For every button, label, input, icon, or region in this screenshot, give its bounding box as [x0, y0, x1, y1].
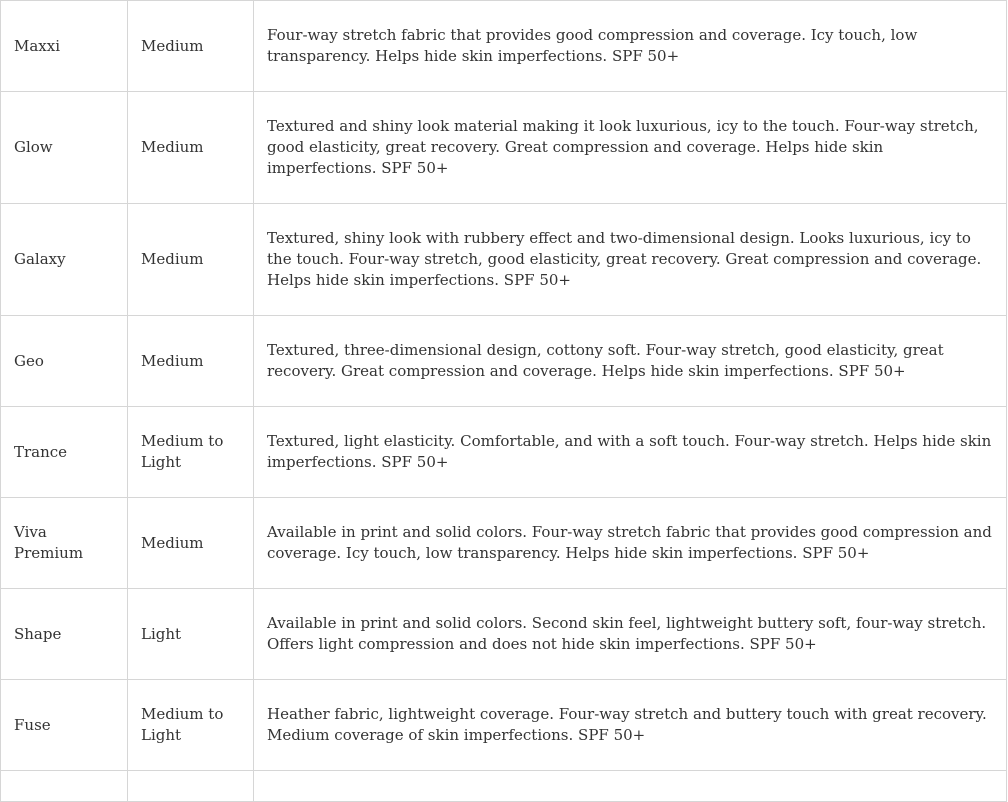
compression-cell: Medium to Light	[128, 407, 254, 498]
description-cell: Available in print and solid colors. Four-way stretch fabric that provides good compression and coverage. Icy touch, low transparency. Helps hide skin imperfections. SPF 50+	[254, 498, 1007, 589]
fabric-name-cell: Geo	[1, 316, 128, 407]
description-cell: Heather fabric, lightweight coverage. Four-way stretch and buttery touch with great recovery. Medium coverage of skin imperfections. SPF 50+	[254, 680, 1007, 771]
description-cell: Available in print and solid colors. Second skin feel, lightweight buttery soft, four-way stretch. Offers light compression and does not hide skin imperfections. SPF 50+	[254, 589, 1007, 680]
table-row	[1, 407, 1007, 498]
description-cell: Textured, three-dimensional design, cottony soft. Four-way stretch, good elasticity, great recovery. Great compression and coverage. Helps hide skin imperfections. SPF 50+	[254, 316, 1007, 407]
compression-cell: Medium to Light	[128, 680, 254, 771]
fabric-name-cell: Glow	[1, 92, 128, 204]
description-cell: Textured, light elasticity. Comfortable, and with a soft touch. Four-way stretch. Helps hide skin imperfections. SPF 50+	[254, 407, 1007, 498]
fabric-name-cell: Trance	[1, 407, 128, 498]
empty-cell	[254, 771, 1007, 802]
empty-cell	[128, 771, 254, 802]
table-row	[1, 316, 1007, 407]
table-row	[1, 92, 1007, 204]
fabric-name-cell: Maxxi	[1, 1, 128, 92]
table-row-partial	[1, 771, 1007, 802]
table-row	[1, 498, 1007, 589]
compression-cell: Light	[128, 589, 254, 680]
compression-cell: Medium	[128, 1, 254, 92]
table-row	[1, 1, 1007, 92]
compression-cell: Medium	[128, 316, 254, 407]
fabric-name-cell: Fuse	[1, 680, 128, 771]
table-row	[1, 204, 1007, 316]
fabric-name-cell: Viva Premium	[1, 498, 128, 589]
compression-cell: Medium	[128, 204, 254, 316]
compression-cell: Medium	[128, 92, 254, 204]
table-row	[1, 589, 1007, 680]
fabric-name-cell: Shape	[1, 589, 128, 680]
empty-cell	[1, 771, 128, 802]
description-cell: Textured, shiny look with rubbery effect and two-dimensional design. Looks luxurious, icy to the touch. Four-way stretch, good elasticity, great recovery. Great compression and coverage. Helps hide skin imperfections. SPF 50+	[254, 204, 1007, 316]
description-cell: Four-way stretch fabric that provides good compression and coverage. Icy touch, low transparency. Helps hide skin imperfections. SPF 50+	[254, 1, 1007, 92]
compression-cell: Medium	[128, 498, 254, 589]
description-cell: Textured and shiny look material making it look luxurious, icy to the touch. Four-way stretch, good elasticity, great recovery. Great compression and coverage. Helps hide skin imperfections. SPF 50+	[254, 92, 1007, 204]
table-row	[1, 680, 1007, 771]
fabric-name-cell: Galaxy	[1, 204, 128, 316]
